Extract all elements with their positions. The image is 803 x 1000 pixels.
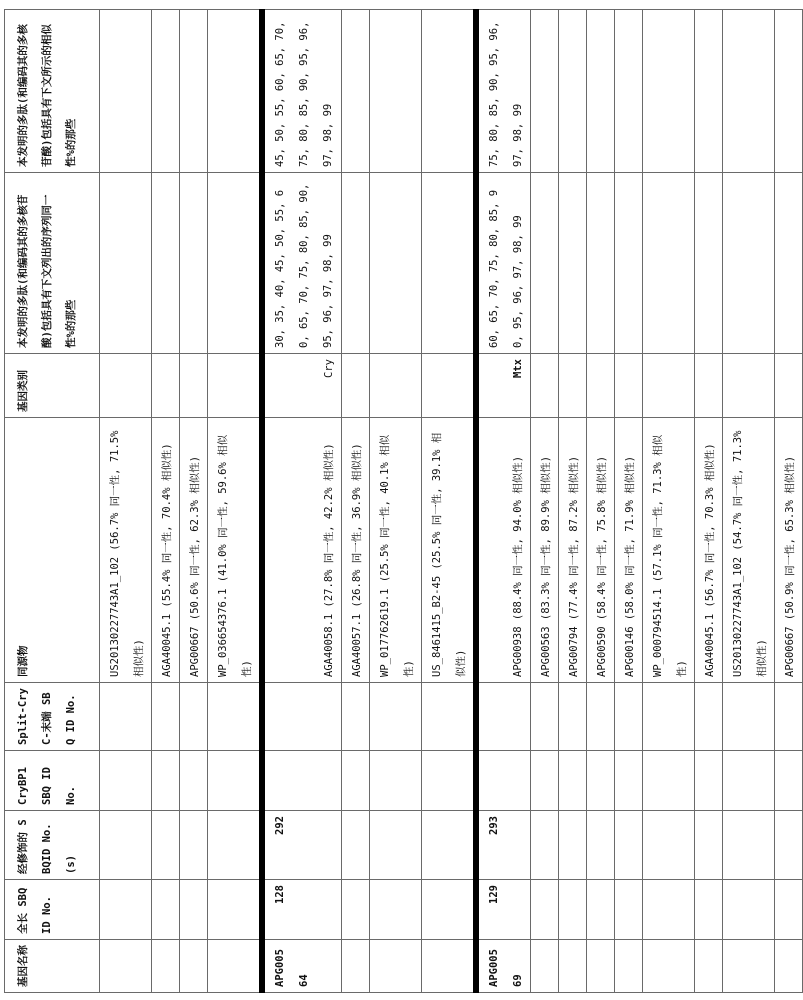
crybp1-seq-id-cell <box>476 751 531 811</box>
split-cry-seq-id-cell <box>262 683 342 751</box>
homolog-cell: WP_036654376.1 (41.0% 同一性, 59.6% 相似性) <box>208 418 263 683</box>
homolog-cell: WP_000794514.1 (57.1% 同一性, 71.3% 相似性) <box>643 418 695 683</box>
homolog-cell: AGA40045.1 (55.4% 同一性, 70.4% 相似性) <box>152 418 180 683</box>
homolog-cell: APG00667 (50.9% 同一性, 65.3% 相似性) <box>775 418 803 683</box>
gene-class-cell: Cry <box>262 354 342 418</box>
homolog-cell: APG00146 (58.0% 同一性, 71.9% 相似性) <box>615 418 643 683</box>
gene-class-cell: Mtx <box>476 354 531 418</box>
full-length-seq-id-cell: 128 <box>262 880 342 940</box>
identity-pct-cell: 30, 35, 40, 45, 50, 55, 60, 65, 70, 75, 80, 85, 90, 95, 96, 97, 98, 99 <box>262 173 342 354</box>
table-row <box>152 10 180 993</box>
header-crybp1-seq-id: CryBP1 SBQ ID No. <box>5 751 100 811</box>
table-row <box>615 10 643 993</box>
homolog-cell: APG00794 (77.4% 同一性, 87.2% 相似性) <box>559 418 587 683</box>
similarity-pct-cell: 45, 50, 55, 60, 65, 70, 75, 80, 85, 90, 95, 96, 97, 98, 99 <box>262 10 342 173</box>
split-cry-seq-id-cell <box>476 683 531 751</box>
full-length-seq-id-cell: 129 <box>476 880 531 940</box>
homolog-cell: AGA40045.1 (56.7% 同一性, 70.3% 相似性) <box>695 418 723 683</box>
table-row <box>422 10 477 993</box>
homolog-cell: US20130227743A1_102 (56.7% 同一性, 71.5% 相似性) <box>100 418 152 683</box>
modified-seq-id-cell: 293 <box>476 811 531 880</box>
homolog-cell: US_8461415_B2-45 (25.5% 同一性, 39.1% 相似性) <box>422 418 477 683</box>
header-split-cry-seq-id: Split-Cry C-末端 SBQ ID No. <box>5 683 100 751</box>
table-row <box>342 10 370 993</box>
table-row <box>643 10 695 993</box>
similarity-pct-cell: 75, 80, 85, 90, 95, 96, 97, 98, 99 <box>476 10 531 173</box>
header-row <box>5 10 100 993</box>
table-row-apg00569 <box>476 10 531 993</box>
identity-pct-cell: 60, 65, 70, 75, 80, 85, 90, 95, 96, 97, 98, 99 <box>476 173 531 354</box>
homolog-cell: APG00938 (88.4% 同一性, 94.0% 相似性) <box>476 418 531 683</box>
header-similarity-pct: 本发明的多肽(和编码其的多核苷酸)包括具有下文所示的相似性%的那些 <box>5 10 100 173</box>
header-full-length-seq-id: 全长 SBQ ID No. <box>5 880 100 940</box>
modified-seq-id-cell: 292 <box>262 811 342 880</box>
table-row <box>100 10 152 993</box>
table-row <box>208 10 263 993</box>
homolog-cell: APG00590 (58.4% 同一性, 75.8% 相似性) <box>587 418 615 683</box>
table-row <box>775 10 803 993</box>
header-gene-name: 基因名称 <box>5 940 100 993</box>
header-gene-class: 基因类别 <box>5 354 100 418</box>
table-row <box>180 10 208 993</box>
table-row <box>559 10 587 993</box>
gene-name-cell: APG00569 <box>476 940 531 993</box>
table-row <box>370 10 422 993</box>
gene-name-cell: APG00564 <box>262 940 342 993</box>
header-modified-seq-id: 经修饰的 SBQID No.(s) <box>5 811 100 880</box>
homolog-cell: APG00667 (50.6% 同一性, 62.3% 相似性) <box>180 418 208 683</box>
table-row <box>587 10 615 993</box>
homolog-cell: AGA40057.1 (26.8% 同一性, 36.9% 相似性) <box>342 418 370 683</box>
table-row <box>695 10 723 993</box>
homolog-cell: AGA40058.1 (27.8% 同一性, 42.2% 相似性) <box>262 418 342 683</box>
homolog-cell: APG00563 (83.3% 同一性, 89.9% 相似性) <box>531 418 559 683</box>
header-identity-pct: 本发明的多肽(和编码其的多核苷酸)包括具有下文列出的序列同一性%的那些 <box>5 173 100 354</box>
table-row <box>723 10 775 993</box>
homolog-cell: US20130227743A1_102 (54.7% 同一性, 71.3% 相似性) <box>723 418 775 683</box>
table-row <box>531 10 559 993</box>
header-homologs: 同源物 <box>5 418 100 683</box>
crybp1-seq-id-cell <box>262 751 342 811</box>
gene-homolog-table <box>4 9 803 993</box>
homolog-cell: WP_017762619.1 (25.5% 同一性, 40.1% 相似性) <box>370 418 422 683</box>
table-row-apg00564 <box>262 10 342 993</box>
rotated-table-container <box>4 10 796 993</box>
